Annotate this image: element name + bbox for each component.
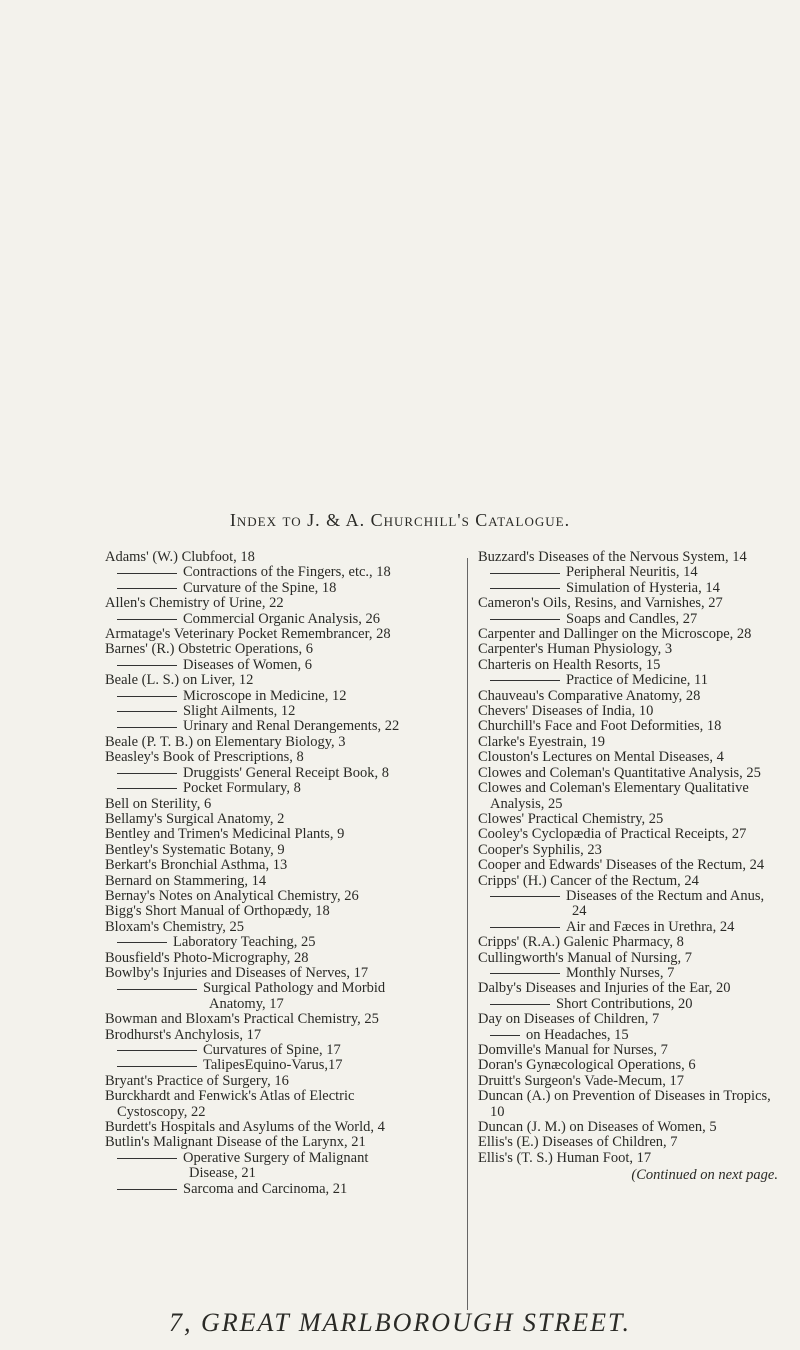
index-entry-text: Day on Diseases of Children, 7 [478, 1011, 660, 1028]
index-entry-text: Chauveau's Comparative Anatomy, 28 [478, 687, 701, 704]
index-entry-text: Diseases of Women, 6 [183, 656, 313, 673]
index-entry-text: Bowlby's Injuries and Diseases of Nerves, 17 [105, 964, 369, 981]
index-entry [478, 951, 778, 966]
index-entry-text: Bernay's Notes on Analytical Chemistry, 26 [105, 887, 359, 904]
index-entry [478, 889, 778, 920]
index-entry-text: Berkart's Bronchial Asthma, 13 [105, 857, 288, 874]
index-entry [105, 827, 405, 842]
index-entry-text: Clouston's Lectures on Mental Diseases, 4 [478, 749, 724, 766]
index-entry [478, 935, 778, 950]
index-entry-text: Bigg's Short Manual of Orthopædy, 18 [105, 903, 330, 920]
index-entry [478, 1028, 778, 1043]
index-entry [478, 704, 778, 719]
index-entry [478, 642, 778, 657]
index-entry [105, 935, 405, 950]
index-entry [478, 781, 778, 812]
index-entry [105, 581, 405, 596]
index-entry-text: Cullingworth's Manual of Nursing, 7 [478, 949, 693, 966]
index-entry-text: Air and Fæces in Urethra, 24 [566, 918, 735, 935]
index-entry [105, 1135, 405, 1150]
ditto-rule [117, 665, 177, 666]
index-entry [105, 627, 405, 642]
index-entry [478, 627, 778, 642]
index-entry [105, 612, 405, 627]
index-entry-text: Cameron's Oils, Resins, and Varnishes, 27 [478, 595, 723, 612]
index-entry-text: Allen's Chemistry of Urine, 22 [105, 595, 284, 612]
index-entry-text: Armatage's Veterinary Pocket Remembrancer, 28 [105, 626, 391, 643]
ditto-rule [117, 588, 177, 589]
index-entry [478, 843, 778, 858]
index-entry-text: Burckhardt and Fenwick's Atlas of Electric Cystoscopy, 22 [105, 1088, 355, 1120]
index-entry-text: Chevers' Diseases of India, 10 [478, 703, 654, 720]
index-entry-text: Beale (P. T. B.) on Elementary Biology, 3 [105, 733, 346, 750]
index-entry [105, 673, 405, 688]
index-entry-text: Ellis's (T. S.) Human Foot, 17 [478, 1149, 652, 1166]
index-entry-text: Bentley and Trimen's Medicinal Plants, 9 [105, 826, 345, 843]
index-entry [105, 1074, 405, 1089]
ditto-rule [117, 773, 177, 774]
page-footer: 7, GREAT MARLBOROUGH STREET. [168, 1308, 632, 1337]
index-entry [478, 750, 778, 765]
index-entry-text: Cripps' (R.A.) Galenic Pharmacy, 8 [478, 934, 684, 951]
index-entry-text: Cooper and Edwards' Diseases of the Rectum, 24 [478, 857, 765, 874]
ditto-rule [117, 727, 177, 728]
index-entry [105, 858, 405, 873]
ditto-rule [117, 942, 167, 943]
continued-note: (Continued on next page. [631, 1167, 778, 1184]
ditto-rule [117, 619, 177, 620]
index-entry-text: Clowes' Practical Chemistry, 25 [478, 810, 664, 827]
index-entry [105, 642, 405, 657]
ditto-rule [490, 588, 560, 589]
index-entry-text: Surgical Pathology and Morbid Anatomy, 17 [203, 980, 386, 1012]
index-entry [105, 735, 405, 750]
index-entry [478, 1012, 778, 1027]
index-entry-text: Urinary and Renal Derangements, 22 [183, 718, 400, 735]
index-entry [478, 1074, 778, 1089]
index-entry [105, 719, 405, 734]
index-entry [105, 812, 405, 827]
ditto-rule [490, 927, 560, 928]
index-entry [478, 658, 778, 673]
index-entry [105, 966, 405, 981]
ditto-rule [117, 1050, 197, 1051]
index-entry [105, 766, 405, 781]
index-entry [105, 874, 405, 889]
index-entry [105, 565, 405, 580]
index-entry-text: Doran's Gynæcological Operations, 6 [478, 1057, 696, 1074]
ditto-rule [490, 1035, 520, 1036]
ditto-rule [117, 711, 177, 712]
index-entry [105, 1058, 405, 1073]
index-entry [478, 719, 778, 734]
index-entry [478, 858, 778, 873]
index-column-left [105, 550, 405, 1197]
index-entry-text: Druitt's Surgeon's Vade-Mecum, 17 [478, 1072, 685, 1089]
index-entry-text: Slight Ailments, 12 [183, 703, 296, 720]
index-entry [105, 920, 405, 935]
index-entry-text: TalipesEquino-Varus,17 [203, 1057, 343, 1074]
index-entry [478, 596, 778, 611]
index-entry [105, 889, 405, 904]
index-entry [478, 812, 778, 827]
index-entry-text: Ellis's (E.) Diseases of Children, 7 [478, 1134, 678, 1151]
index-entry-text: Short Contributions, 20 [556, 995, 693, 1012]
index-entry [105, 658, 405, 673]
index-entry [105, 904, 405, 919]
index-entry [478, 827, 778, 842]
ditto-rule [490, 573, 560, 574]
index-entry-text: Soaps and Candles, 27 [566, 610, 698, 627]
index-entry-text: Curvatures of Spine, 17 [203, 1042, 341, 1058]
index-entry [478, 612, 778, 627]
index-entry [105, 596, 405, 611]
index-entry [105, 1043, 405, 1058]
ditto-rule [117, 989, 197, 990]
index-entry-text: Bentley's Systematic Botany, 9 [105, 841, 285, 858]
index-entry-text: Carpenter and Dallinger on the Microscope, 28 [478, 626, 752, 643]
index-entry [105, 1151, 405, 1182]
index-entry-text: Peripheral Neuritis, 14 [566, 564, 698, 581]
index-entry-text: Bloxam's Chemistry, 25 [105, 918, 245, 935]
index-entry [478, 565, 778, 580]
index-entry-text: Adams' (W.) Clubfoot, 18 [105, 549, 255, 565]
index-entry [478, 966, 778, 981]
index-entry-text: Cooper's Syphilis, 23 [478, 841, 602, 858]
index-entry [105, 781, 405, 796]
index-entry [105, 550, 405, 565]
index-entry-text: Butlin's Malignant Disease of the Larynx, 21 [105, 1134, 366, 1151]
index-entry-text: Practice of Medicine, 11 [566, 672, 708, 689]
index-entry-text: Microscope in Medicine, 12 [183, 687, 347, 704]
index-entry-text: Duncan (J. M.) on Diseases of Women, 5 [478, 1119, 717, 1136]
index-entry-text: Druggists' General Receipt Book, 8 [183, 764, 389, 781]
index-entry [105, 981, 405, 1012]
index-entry-text: Churchill's Face and Foot Deformities, 18 [478, 718, 722, 735]
index-entry-text: Domville's Manual for Nurses, 7 [478, 1042, 668, 1058]
index-entry [478, 997, 778, 1012]
index-entry-text: Bowman and Bloxam's Practical Chemistry, 25 [105, 1011, 379, 1028]
index-entry [478, 673, 778, 688]
index-entry-text: Cripps' (H.) Cancer of the Rectum, 24 [478, 872, 699, 889]
index-entry-text: Dalby's Diseases and Injuries of the Ear, 20 [478, 980, 731, 997]
ditto-rule [490, 896, 560, 897]
ditto-rule [490, 973, 560, 974]
index-entry [105, 1120, 405, 1135]
index-entry [478, 874, 778, 889]
ditto-rule [117, 788, 177, 789]
index-entry [478, 1135, 778, 1150]
index-entry-text: Sarcoma and Carcinoma, 21 [183, 1180, 348, 1197]
index-entry-text: Laboratory Teaching, 25 [173, 934, 316, 951]
ditto-rule [117, 573, 177, 574]
index-entry-text: Curvature of the Spine, 18 [183, 579, 337, 596]
index-entry [478, 981, 778, 996]
index-entry [478, 1089, 778, 1120]
ditto-rule [117, 696, 177, 697]
index-entry-text: Commercial Organic Analysis, 26 [183, 610, 381, 627]
index-entry [105, 1182, 405, 1197]
index-entry-text: Bryant's Practice of Surgery, 16 [105, 1072, 289, 1089]
index-entry [105, 750, 405, 765]
index-entry-text: Bell on Sterility, 6 [105, 795, 212, 812]
index-entry [478, 1120, 778, 1135]
index-entry-text: Simulation of Hysteria, 14 [566, 579, 720, 596]
index-entry-text: Bousfield's Photo-Micrography, 28 [105, 949, 309, 966]
index-entry [478, 735, 778, 750]
index-entry-text: Charteris on Health Resorts, 15 [478, 656, 661, 673]
index-entry-text: Beale (L. S.) on Liver, 12 [105, 672, 254, 689]
index-entry-text: Clowes and Coleman's Elementary Qualitative Analysis, 25 [478, 780, 749, 812]
index-entry-text: on Headaches, 15 [526, 1026, 629, 1043]
index-entry-text: Cooley's Cyclopædia of Practical Receipts, 27 [478, 826, 747, 843]
index-entry-text: Operative Surgery of Malignant Disease, 21 [183, 1149, 369, 1182]
index-entry-text: Burdett's Hospitals and Asylums of the World, 4 [105, 1119, 385, 1136]
index-entry-text: Bernard on Stammering, 14 [105, 872, 267, 889]
index-entry [478, 550, 778, 565]
ditto-rule [490, 680, 560, 681]
index-entry [105, 1028, 405, 1043]
index-entry [478, 766, 778, 781]
index-entry [105, 704, 405, 719]
index-entry-text: Pocket Formulary, 8 [183, 780, 301, 797]
index-column-right [478, 550, 778, 1184]
index-entry [478, 1058, 778, 1073]
column-divider [467, 558, 468, 1310]
index-entry [478, 581, 778, 596]
index-entry-text: Brodhurst's Anchylosis, 17 [105, 1026, 262, 1043]
index-entry-text: Monthly Nurses, 7 [566, 964, 675, 981]
index-entry-text: Contractions of the Fingers, etc., 18 [183, 564, 391, 581]
ditto-rule [117, 1189, 177, 1190]
index-entry-text: Clowes and Coleman's Quantitative Analysis, 25 [478, 764, 761, 781]
index-entry-text: Duncan (A.) on Prevention of Diseases in Tropics, 10 [478, 1088, 771, 1120]
index-entry [478, 689, 778, 704]
index-entry-text: Diseases of the Rectum and Anus, 24 [566, 887, 765, 920]
index-entry [105, 1089, 405, 1120]
ditto-rule [490, 1004, 550, 1005]
index-entry [105, 951, 405, 966]
index-entry [105, 1012, 405, 1027]
index-entry [105, 689, 405, 704]
index-entry [105, 797, 405, 812]
index-entry [478, 1043, 778, 1058]
index-entry [105, 843, 405, 858]
index-entry-text: Bellamy's Surgical Anatomy, 2 [105, 810, 285, 827]
ditto-rule [490, 619, 560, 620]
index-entry-text: Barnes' (R.) Obstetric Operations, 6 [105, 641, 313, 658]
index-entry [478, 1151, 778, 1166]
ditto-rule [117, 1066, 197, 1067]
page-header: Index to J. & A. Churchill's Catalogue. [229, 510, 571, 530]
index-entry [478, 920, 778, 935]
index-entry-text: Beasley's Book of Prescriptions, 8 [105, 749, 304, 766]
index-entry-text: Carpenter's Human Physiology, 3 [478, 641, 673, 658]
index-entry-text: Clarke's Eyestrain, 19 [478, 733, 606, 750]
index-entry-text: Buzzard's Diseases of the Nervous System, 14 [478, 549, 747, 565]
ditto-rule [117, 1158, 177, 1159]
